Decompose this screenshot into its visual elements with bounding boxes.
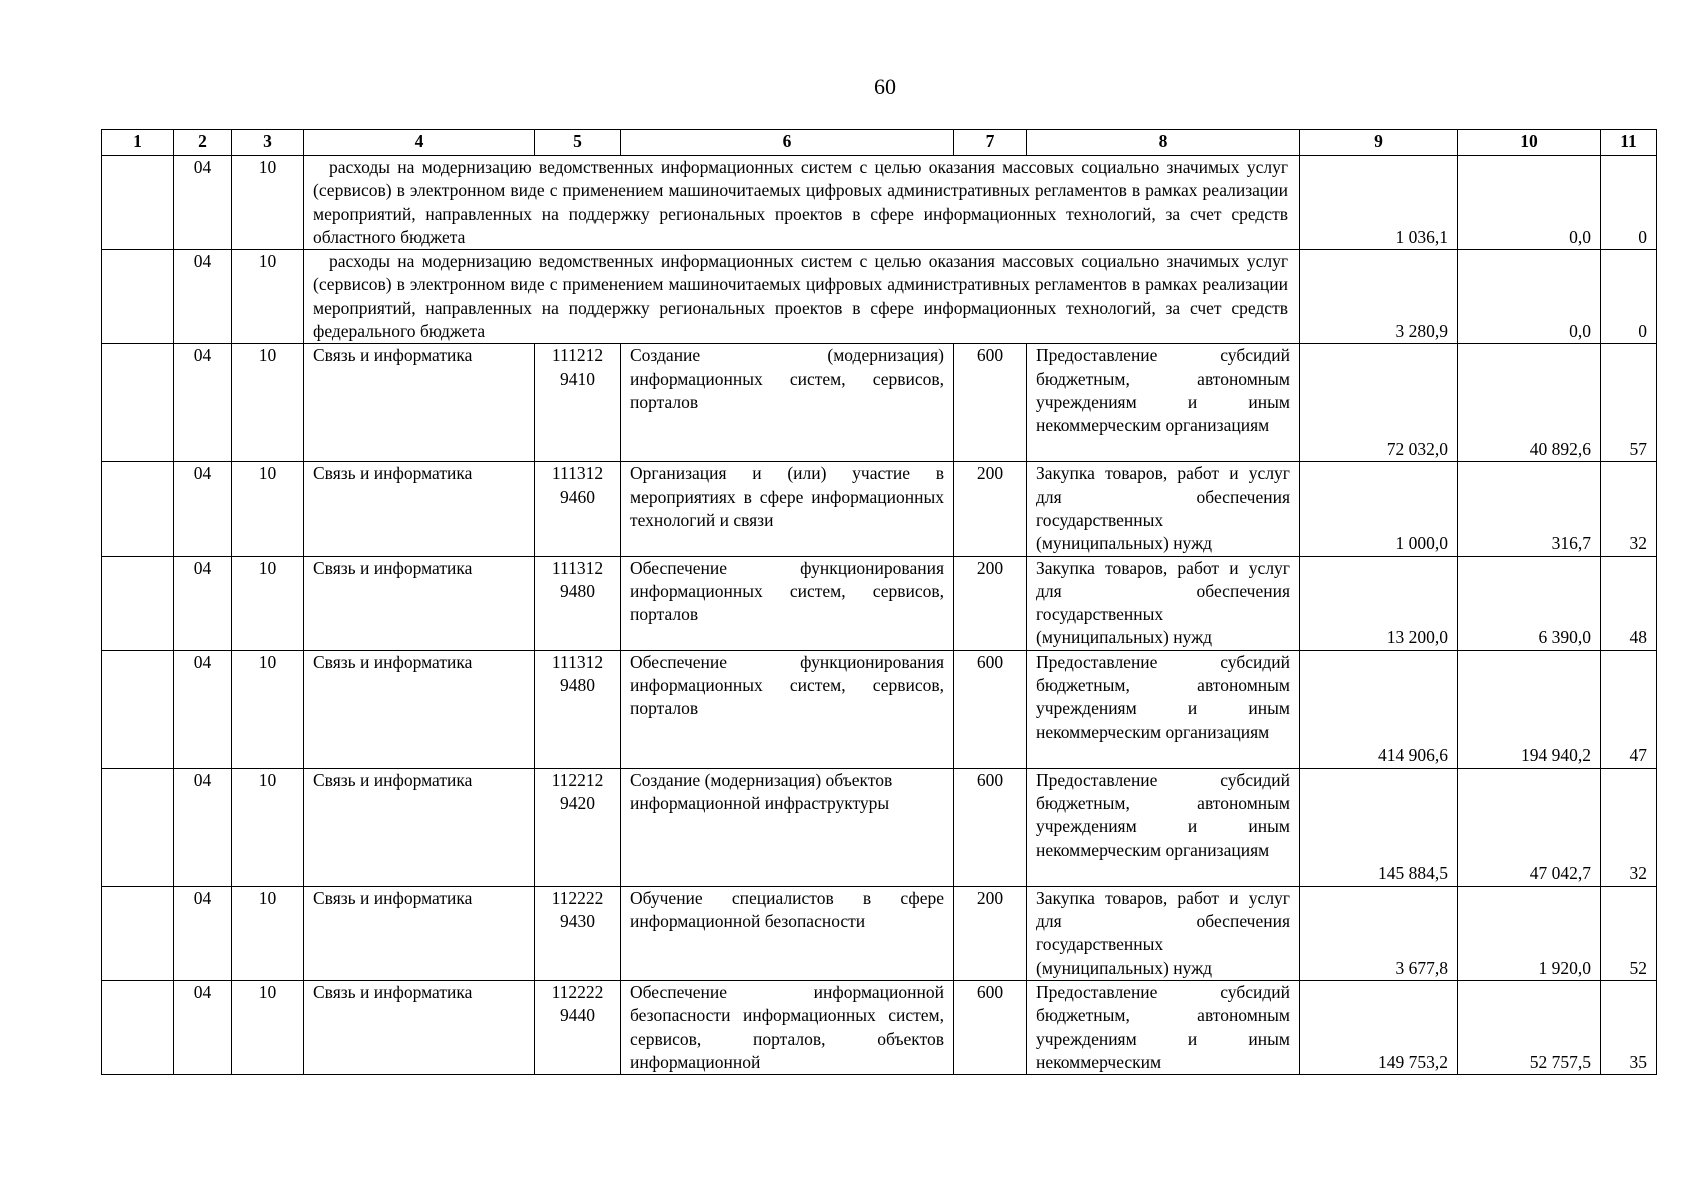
cell-target-article — [535, 886, 621, 980]
cell-planned: 3 280,9 — [1300, 250, 1458, 344]
cell-article-name: Обеспечение информационной безопасности информационных систем, сервисов, порталов, объектов информационной — [621, 980, 954, 1074]
cell-section-name: Связь и информатика — [304, 556, 535, 650]
table-row — [102, 980, 1657, 1074]
cell-target-article — [535, 462, 621, 556]
cell-subsection: 10 — [232, 556, 304, 650]
cell-expense-type-name: Предоставление субсидий бюджетным, автономным учреждениям и иным некоммерческим — [1027, 980, 1300, 1074]
cell-subsection: 10 — [232, 980, 304, 1074]
target-article-part1: 111212 — [551, 345, 604, 366]
cell-subsection: 10 — [232, 344, 304, 462]
cell-col1 — [102, 156, 174, 250]
cell-planned: 1 000,0 — [1300, 462, 1458, 556]
table-row — [102, 650, 1657, 768]
column-header: 6 — [621, 130, 954, 156]
budget-table — [101, 129, 1657, 1075]
cell-section: 04 — [174, 980, 232, 1074]
cell-planned: 414 906,6 — [1300, 650, 1458, 768]
cell-col1 — [102, 462, 174, 556]
cell-percent: 0 — [1601, 156, 1657, 250]
cell-col1 — [102, 650, 174, 768]
cell-executed: 316,7 — [1458, 462, 1601, 556]
cell-expense-type: 600 — [954, 980, 1027, 1074]
cell-col1 — [102, 556, 174, 650]
target-article-part1: 111312 — [551, 651, 604, 672]
cell-percent: 57 — [1601, 344, 1657, 462]
cell-subsection: 10 — [232, 768, 304, 886]
cell-expense-type: 600 — [954, 344, 1027, 462]
table-row — [102, 556, 1657, 650]
cell-section-name: Связь и информатика — [304, 980, 535, 1074]
cell-section-name: Связь и информатика — [304, 344, 535, 462]
table-row — [102, 768, 1657, 886]
column-header: 5 — [535, 130, 621, 156]
cell-article-name: Обеспечение функционирования информационных систем, сервисов, порталов — [621, 650, 954, 768]
table-row — [102, 886, 1657, 980]
cell-section: 04 — [174, 886, 232, 980]
cell-planned: 1 036,1 — [1300, 156, 1458, 250]
target-article-part1: 112222 — [551, 981, 604, 1002]
cell-article-name: Обучение специалистов в сфере информационной безопасности — [621, 886, 954, 980]
cell-planned: 72 032,0 — [1300, 344, 1458, 462]
cell-executed: 47 042,7 — [1458, 768, 1601, 886]
cell-section: 04 — [174, 556, 232, 650]
cell-executed: 194 940,2 — [1458, 650, 1601, 768]
cell-expense-description: расходы на модернизацию ведомственных информационных систем с целью оказания массовых социально значимых услуг (сервисов) в электронном виде с применением машиночитаемых цифровых административных регламентов в рамках реализации мероприятий, направленных на поддержку региональных проектов в сфере информационных технологий, за счет средств федерального бюджета — [304, 250, 1300, 344]
cell-executed: 1 920,0 — [1458, 886, 1601, 980]
cell-section: 04 — [174, 462, 232, 556]
cell-subsection: 10 — [232, 650, 304, 768]
cell-article-name: Создание (модернизация) объектов информационной инфраструктуры — [621, 768, 954, 886]
target-article-part2: 9410 — [560, 368, 595, 389]
cell-percent: 32 — [1601, 462, 1657, 556]
cell-section-name: Связь и информатика — [304, 886, 535, 980]
column-header: 2 — [174, 130, 232, 156]
cell-col1 — [102, 344, 174, 462]
cell-col1 — [102, 250, 174, 344]
cell-expense-type: 200 — [954, 556, 1027, 650]
table-header-row — [102, 130, 1657, 156]
cell-target-article — [535, 556, 621, 650]
target-article-part2: 9480 — [560, 580, 595, 601]
cell-expense-type: 200 — [954, 462, 1027, 556]
cell-planned: 3 677,8 — [1300, 886, 1458, 980]
cell-section-name: Связь и информатика — [304, 650, 535, 768]
cell-target-article — [535, 650, 621, 768]
cell-expense-type-name: Закупка товаров, работ и услуг для обеспечения государственных (муниципальных) нужд — [1027, 556, 1300, 650]
cell-expense-type-name: Закупка товаров, работ и услуг для обеспечения государственных (муниципальных) нужд — [1027, 462, 1300, 556]
cell-target-article — [535, 980, 621, 1074]
target-article-part1: 111312 — [551, 557, 604, 578]
cell-subsection: 10 — [232, 462, 304, 556]
cell-section-name: Связь и информатика — [304, 768, 535, 886]
column-header: 7 — [954, 130, 1027, 156]
column-header: 9 — [1300, 130, 1458, 156]
cell-expense-type: 600 — [954, 650, 1027, 768]
target-article-part1: 112222 — [551, 887, 604, 908]
target-article-part2: 9480 — [560, 675, 595, 696]
column-header: 8 — [1027, 130, 1300, 156]
column-header: 1 — [102, 130, 174, 156]
cell-expense-type: 600 — [954, 768, 1027, 886]
cell-executed: 6 390,0 — [1458, 556, 1601, 650]
cell-expense-type-name: Предоставление субсидий бюджетным, автономным учреждениям и иным некоммерческим организациям — [1027, 768, 1300, 886]
cell-percent: 52 — [1601, 886, 1657, 980]
cell-executed: 0,0 — [1458, 250, 1601, 344]
target-article-part2: 9420 — [560, 793, 595, 814]
cell-executed: 40 892,6 — [1458, 344, 1601, 462]
cell-section: 04 — [174, 344, 232, 462]
column-header: 10 — [1458, 130, 1601, 156]
page-number: 60 — [874, 74, 896, 99]
cell-subsection: 10 — [232, 156, 304, 250]
column-header: 4 — [304, 130, 535, 156]
table-row — [102, 344, 1657, 462]
cell-expense-type-name: Закупка товаров, работ и услуг для обеспечения государственных (муниципальных) нужд — [1027, 886, 1300, 980]
table-row — [102, 156, 1657, 250]
cell-expense-description: расходы на модернизацию ведомственных информационных систем с целью оказания массовых социально значимых услуг (сервисов) в электронном виде с применением машиночитаемых цифровых административных регламентов в рамках реализации мероприятий, направленных на поддержку региональных проектов в сфере информационных технологий, за счет средств областного бюджета — [304, 156, 1300, 250]
cell-percent: 35 — [1601, 980, 1657, 1074]
cell-subsection: 10 — [232, 886, 304, 980]
cell-article-name: Создание (модернизация) информационных систем, сервисов, порталов — [621, 344, 954, 462]
cell-section: 04 — [174, 250, 232, 344]
cell-percent: 47 — [1601, 650, 1657, 768]
cell-planned: 145 884,5 — [1300, 768, 1458, 886]
cell-section-name: Связь и информатика — [304, 462, 535, 556]
cell-expense-type-name: Предоставление субсидий бюджетным, автономным учреждениям и иным некоммерческим организациям — [1027, 650, 1300, 768]
column-header: 11 — [1601, 130, 1657, 156]
cell-expense-type-name: Предоставление субсидий бюджетным, автономным учреждениям и иным некоммерческим организациям — [1027, 344, 1300, 462]
cell-section: 04 — [174, 650, 232, 768]
column-header: 3 — [232, 130, 304, 156]
cell-planned: 13 200,0 — [1300, 556, 1458, 650]
cell-expense-type: 200 — [954, 886, 1027, 980]
table-row — [102, 250, 1657, 344]
cell-target-article — [535, 768, 621, 886]
cell-col1 — [102, 886, 174, 980]
cell-planned: 149 753,2 — [1300, 980, 1458, 1074]
cell-article-name: Обеспечение функционирования информационных систем, сервисов, порталов — [621, 556, 954, 650]
cell-percent: 0 — [1601, 250, 1657, 344]
target-article-part1: 112212 — [551, 769, 604, 790]
cell-section: 04 — [174, 768, 232, 886]
cell-section: 04 — [174, 156, 232, 250]
cell-percent: 48 — [1601, 556, 1657, 650]
target-article-part2: 9430 — [560, 911, 595, 932]
target-article-part2: 9460 — [560, 486, 595, 507]
cell-subsection: 10 — [232, 250, 304, 344]
cell-executed: 52 757,5 — [1458, 980, 1601, 1074]
cell-target-article — [535, 344, 621, 462]
cell-col1 — [102, 980, 174, 1074]
cell-col1 — [102, 768, 174, 886]
cell-article-name: Организация и (или) участие в мероприятиях в сфере информационных технологий и связи — [621, 462, 954, 556]
target-article-part1: 111312 — [551, 463, 604, 484]
cell-percent: 32 — [1601, 768, 1657, 886]
cell-executed: 0,0 — [1458, 156, 1601, 250]
table-row — [102, 462, 1657, 556]
target-article-part2: 9440 — [560, 1005, 595, 1026]
